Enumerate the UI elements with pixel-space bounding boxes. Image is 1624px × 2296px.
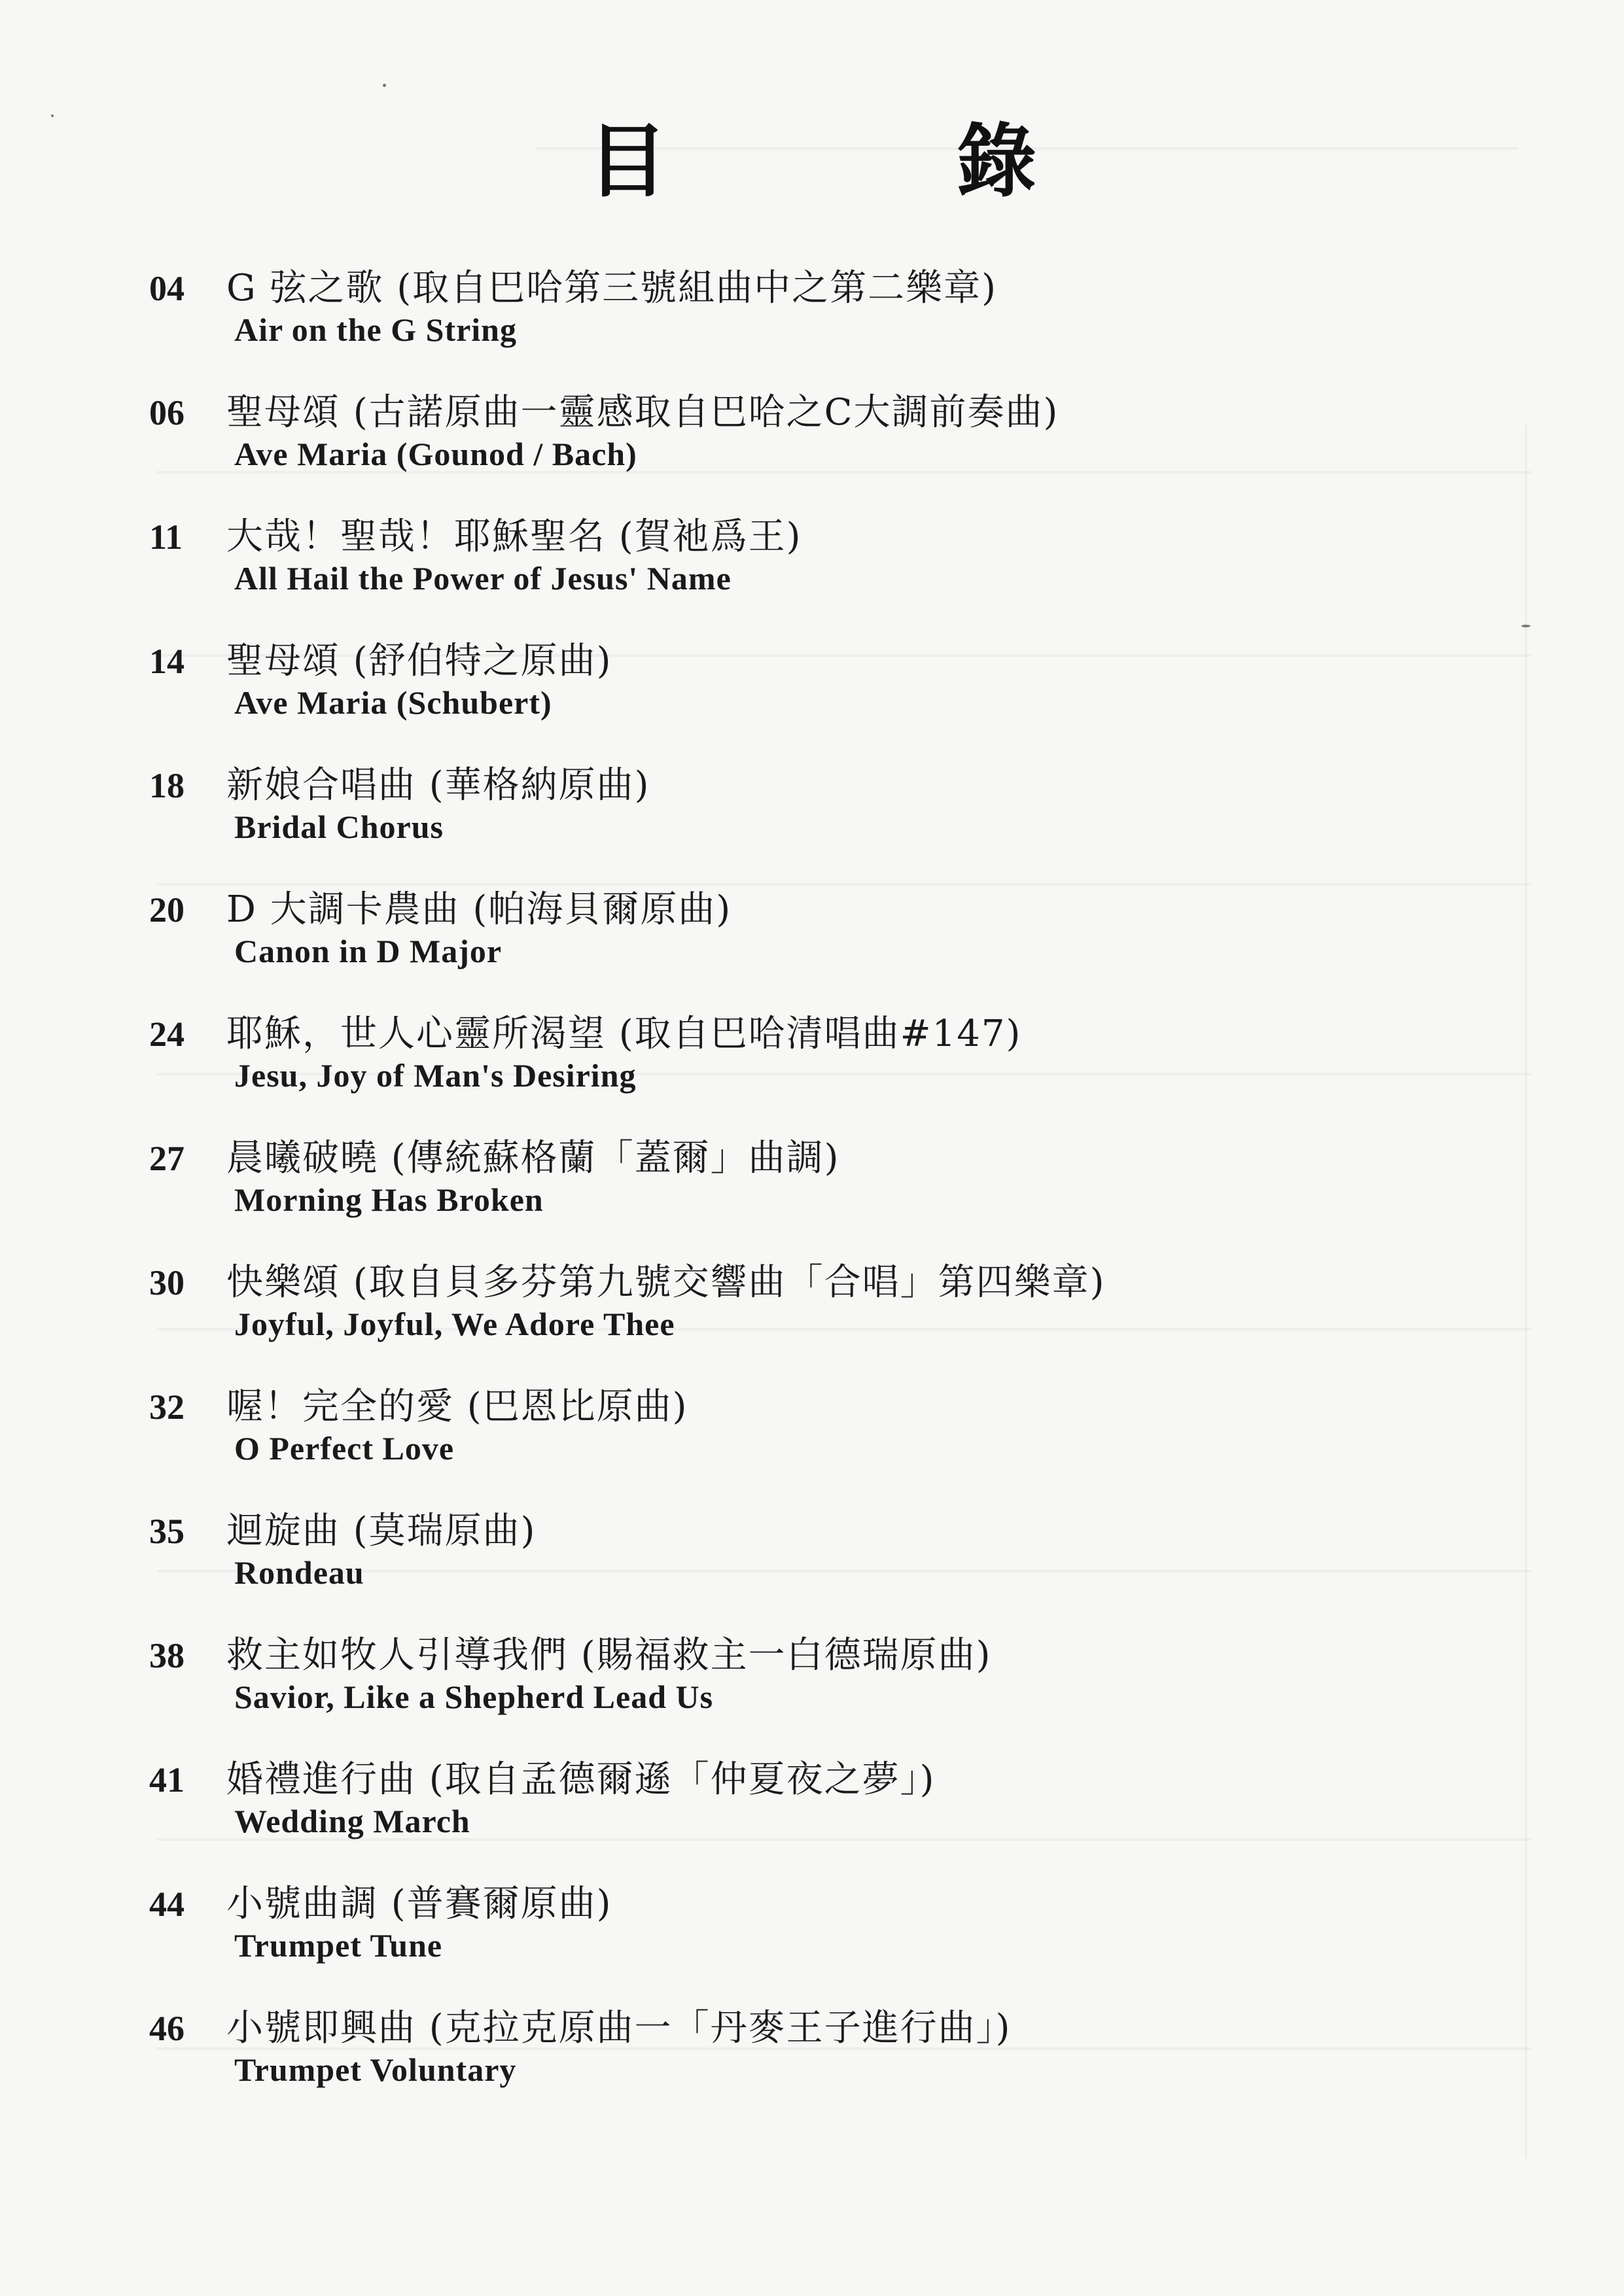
page-number: 04 [149, 269, 185, 308]
title-chinese: 新娘合唱曲 (華格納原曲) [226, 764, 650, 807]
toc-list [149, 262, 1523, 2126]
title-english: Trumpet Tune [234, 1927, 443, 1964]
toc-entry[interactable] [149, 1256, 1523, 1380]
title-english: Ave Maria (Gounod / Bach) [234, 436, 637, 472]
toc-entry[interactable] [149, 262, 1523, 386]
toc-entry[interactable] [149, 1380, 1523, 1505]
title-english: Air on the G String [234, 311, 517, 348]
toc-entry[interactable] [149, 1629, 1523, 1753]
page-number: 11 [149, 517, 183, 557]
title-chinese: 聖母頌 (舒伯特之原曲) [226, 640, 612, 682]
toc-entry[interactable] [149, 1505, 1523, 1629]
toc-entry[interactable] [149, 759, 1523, 883]
title-english: Joyful, Joyful, We Adore Thee [234, 1306, 675, 1342]
title-chinese: 快樂頌 (取自貝多芬第九號交響曲「合唱」第四樂章) [226, 1261, 1106, 1304]
title-english: Canon in D Major [234, 933, 503, 969]
page-number: 35 [149, 1512, 185, 1551]
page-number: 20 [149, 890, 185, 930]
title-english: O Perfect Love [234, 1430, 455, 1467]
toc-entry[interactable] [149, 1007, 1523, 1132]
page-number: 27 [149, 1139, 185, 1178]
title-english: Jesu, Joy of Man's Desiring [234, 1057, 637, 1094]
page-number: 14 [149, 642, 185, 681]
title-chinese: 喔！完全的愛 (巴恩比原曲) [226, 1385, 688, 1428]
scan-speck [51, 114, 54, 117]
bleed-through-line [1525, 425, 1527, 2159]
toc-entry[interactable] [149, 1132, 1523, 1256]
page-number: 44 [149, 1885, 185, 1924]
page-title: 目 錄 [588, 114, 1141, 208]
title-chinese: 迴旋曲 (莫瑞原曲) [226, 1510, 537, 1552]
page-number: 38 [149, 1636, 185, 1675]
title-chinese: 聖母頌 (古諾原曲一靈感取自巴哈之C大調前奏曲) [226, 391, 1059, 434]
toc-entry[interactable] [149, 386, 1523, 510]
page-number: 24 [149, 1015, 185, 1054]
page-number: 18 [149, 766, 185, 805]
toc-entry[interactable] [149, 1877, 1523, 2002]
title-english: Ave Maria (Schubert) [234, 684, 552, 721]
toc-entry[interactable] [149, 510, 1523, 635]
title-english: Bridal Chorus [234, 809, 444, 845]
page-number: 41 [149, 1760, 185, 1800]
title-english: Wedding March [234, 1803, 470, 1839]
title-english: Trumpet Voluntary [234, 2051, 517, 2088]
title-chinese: 救主如牧人引導我們 (賜福救主一白德瑞原曲) [226, 1634, 992, 1677]
title-english: All Hail the Power of Jesus' Name [234, 560, 732, 597]
title-chinese: 小號曲調 (普賽爾原曲) [226, 1883, 612, 1925]
toc-entry[interactable] [149, 1753, 1523, 1877]
title-chinese: 婚禮進行曲 (取自孟德爾遜「仲夏夜之夢」) [226, 1758, 936, 1801]
page-number: 06 [149, 393, 185, 432]
page-number: 32 [149, 1387, 185, 1427]
scan-speck [383, 84, 386, 87]
title-chinese: D 大調卡農曲 (帕海貝爾原曲) [226, 888, 732, 931]
page-number: 30 [149, 1263, 185, 1302]
title-chinese: 小號即興曲 (克拉克原曲一「丹麥王子進行曲」) [226, 2007, 1012, 2049]
toc-entry[interactable] [149, 635, 1523, 759]
title-english: Rondeau [234, 1554, 364, 1591]
title-chinese: 大哉！聖哉！耶穌聖名 (賀祂爲王) [226, 515, 802, 558]
title-chinese: 耶穌，世人心靈所渴望 (取自巴哈清唱曲#147) [226, 1013, 1022, 1055]
toc-entry[interactable] [149, 883, 1523, 1007]
title-english: Savior, Like a Shepherd Lead Us [234, 1679, 714, 1715]
title-chinese: 晨曦破曉 (傳統蘇格蘭「蓋爾」曲調) [226, 1137, 840, 1179]
toc-entry[interactable] [149, 2002, 1523, 2126]
title-chinese: G 弦之歌 (取自巴哈第三號組曲中之第二樂章) [226, 267, 998, 309]
page-number: 46 [149, 2009, 185, 2048]
title-english: Morning Has Broken [234, 1181, 544, 1218]
